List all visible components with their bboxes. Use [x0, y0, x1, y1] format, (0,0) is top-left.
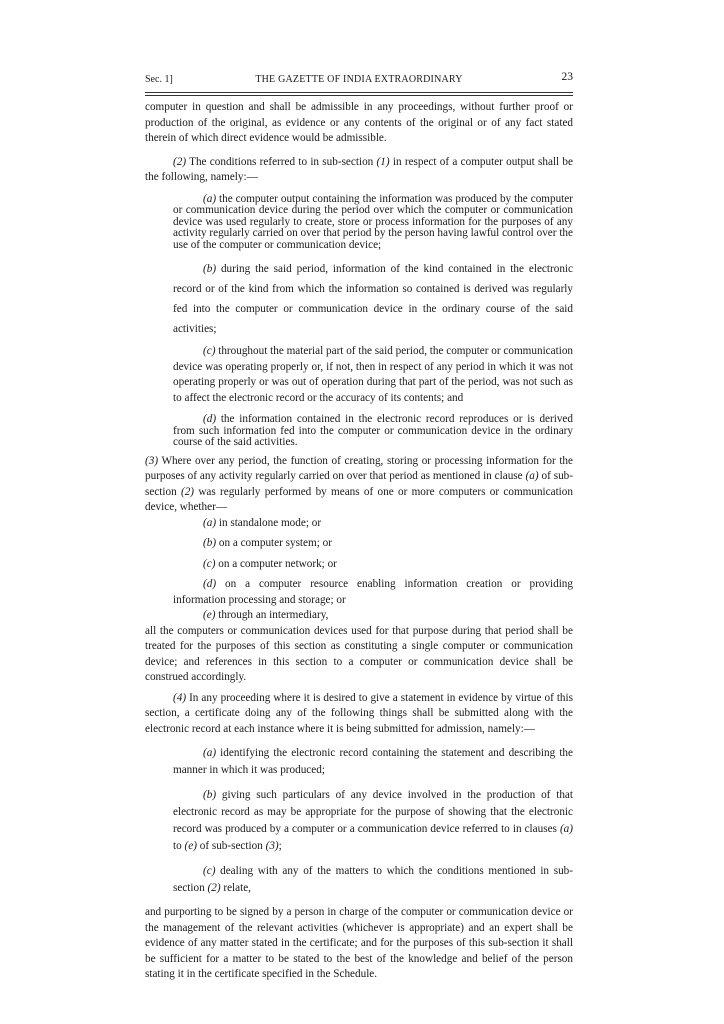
- subsection-2: (2) The conditions referred to in sub-section (1) in respect of a computer output shall be the following, namely:—: [145, 155, 573, 183]
- requirement-b: (b) giving such particulars of any device involved in the production of that electronic record as may be appropriate for the purpose of showing that the electronic record was produced by a computer or a communication device referred to in clauses (a) to (e) of sub-section (3);: [173, 789, 573, 852]
- subsection-4-label: (4): [173, 691, 187, 704]
- page-number: 23: [561, 71, 573, 83]
- requirement-a: (a) identifying the electronic record containing the statement and describing the manner in which it was produced;: [173, 747, 573, 776]
- condition-d-label: (d): [203, 413, 217, 425]
- condition-a-label: (a): [203, 192, 217, 205]
- intro-paragraph: computer in question and shall be admissible in any proceedings, without further proof or production of the original, as evidence or any contents of the original or of any fact stated therein of which direct evidence would be admissible.: [145, 101, 573, 144]
- mode-e: (e) through an intermediary,: [203, 609, 329, 621]
- subsection-3: (3) Where over any period, the function of creating, storing or processing information for the purposes of any activity regularly carried on over that period as mentioned in clause (a) of sub-section (2) was regularly performed by means of one or more computers or communication device, whether—: [145, 454, 573, 513]
- condition-b: (b) during the said period, information of the kind contained in the electronic record or of the kind from which the information so contained is derived was regularly fed into the computer or communication device in the ordinary course of the said activities;: [173, 263, 573, 335]
- mode-b: (b) on a computer system; or: [203, 537, 332, 549]
- mode-c: (c) on a computer network; or: [203, 557, 337, 570]
- section-label: Sec. 1]: [145, 74, 173, 85]
- mode-d: (d) on a computer resource enabling information creation or providing information processing and storage; or: [173, 578, 573, 606]
- mode-a: (a) in standalone mode; or: [203, 516, 322, 529]
- subsection-3-closing: all the computers or communication devices used for that purpose during that period shall be treated for the purposes of this section as constituting a single computer or communication device; and references in this section to a computer or communication device shall be construed accordingly.: [145, 624, 573, 683]
- condition-b-label: (b): [203, 263, 217, 275]
- condition-d: (d) the information contained in the electronic record reproduces or is derived from such information fed into the computer or communication device in the ordinary course of the said activities.: [173, 413, 573, 448]
- document-body: [145, 100, 573, 983]
- gazette-title: THE GAZETTE OF INDIA EXTRAORDINARY: [255, 74, 463, 85]
- condition-a: (a) the computer output containing the information was produced by the computer or communication device during the period over which the computer or communication device was used regularly to create, store or process information for the purposes of any activity regularly carried on over that period by the person having lawful control over the use of the computer or communication device;: [173, 192, 573, 251]
- header-rule-bottom: [145, 95, 573, 96]
- condition-c: (c) throughout the material part of the said period, the computer or communication device was operating properly or, if not, then in respect of any period in which it was not operating properly or was out of operation during that part of the period, was not such as to affect the electronic record or the accuracy of its contents; and: [173, 345, 574, 404]
- subsection-2-label: (2): [173, 155, 187, 168]
- subsection-3-label: (3): [145, 454, 159, 467]
- header-rule-top: [145, 92, 573, 93]
- requirement-c: (c) dealing with any of the matters to which the conditions mentioned in sub-section (2) relate,: [173, 865, 573, 894]
- subsection-4: (4) In any proceeding where it is desired to give a statement in evidence by virtue of this section, a certificate doing any of the following things shall be submitted along with the electronic record at each instance where it is being submitted for admission, namely:—: [145, 691, 573, 735]
- running-header: [145, 70, 573, 90]
- condition-c-label: (c): [203, 345, 216, 357]
- subsection-4-closing: and purporting to be signed by a person in charge of the computer or communication device or the management of the relevant activities (whichever is appropriate) and an expert shall be evidence of any matter stated in the certificate; and for the purposes of this sub-section it shall be sufficient for a matter to be stated to the best of the knowledge and belief of the person stating it in the certificate specified in the Schedule.: [145, 906, 573, 980]
